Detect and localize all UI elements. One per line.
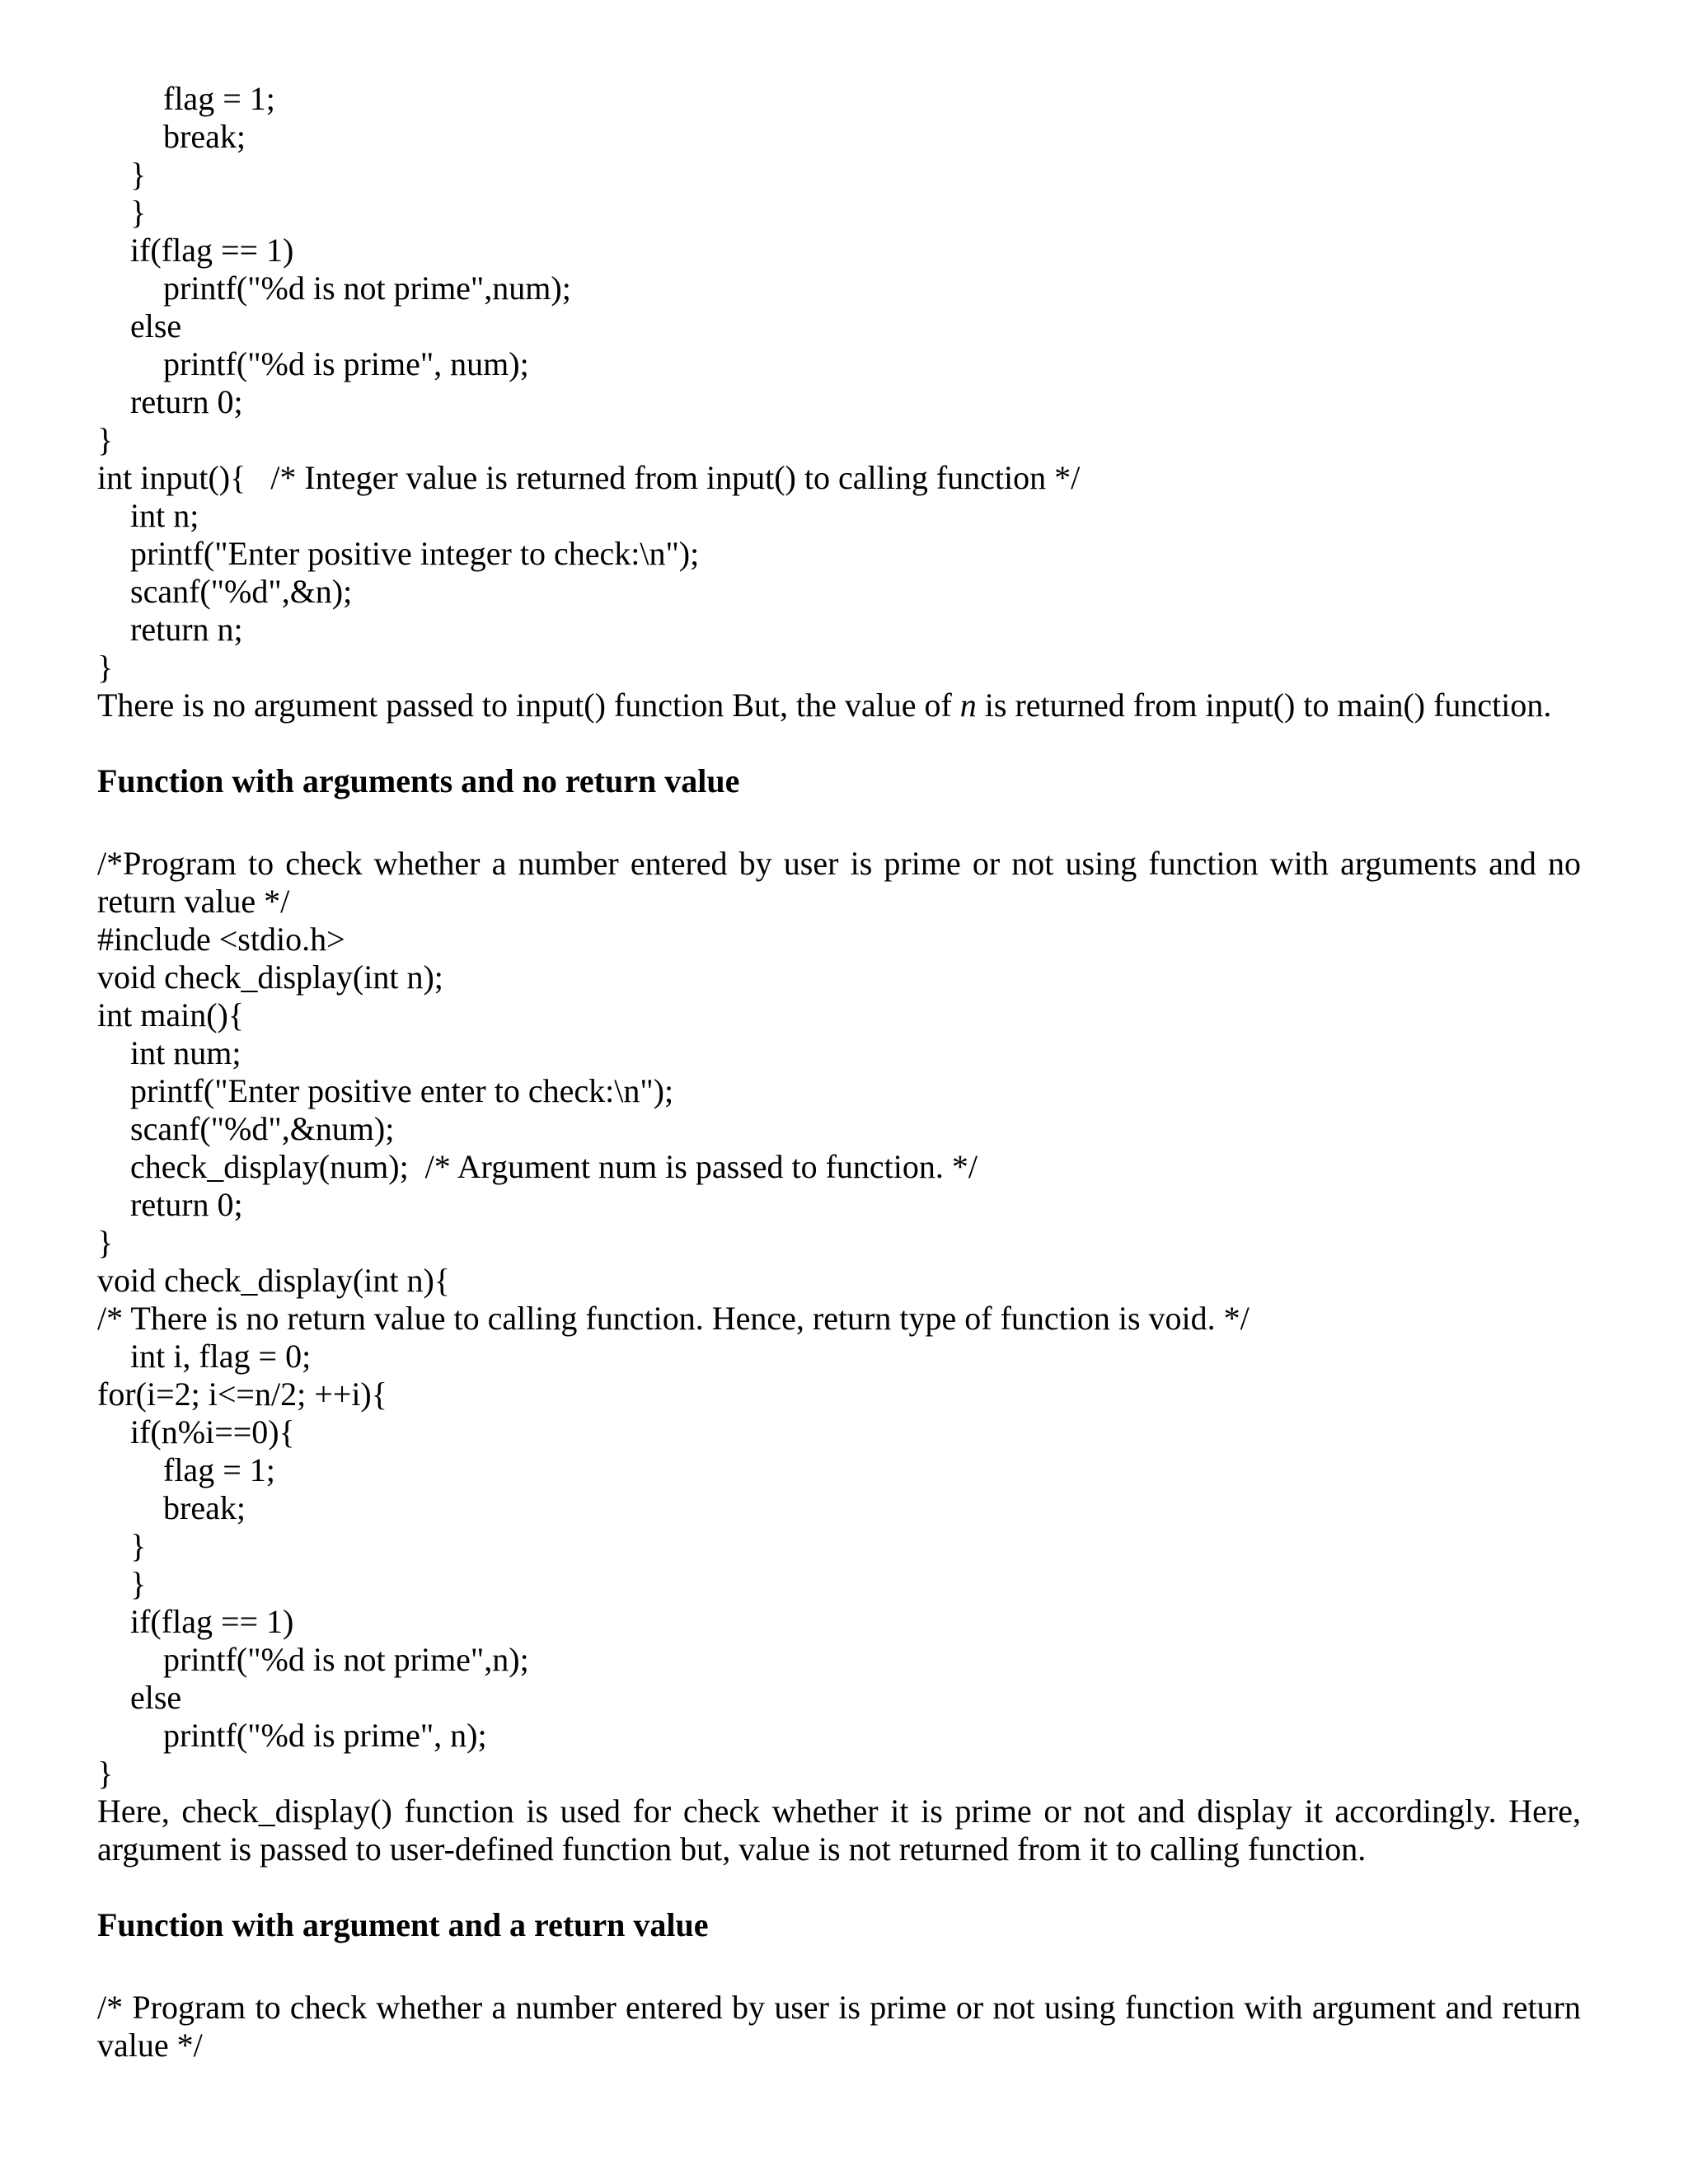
code-line: int main(){ xyxy=(97,996,245,1033)
code-line: int input(){ /* Integer value is returned from input() to calling function */ xyxy=(97,459,1081,496)
code-line: break; xyxy=(163,118,246,155)
code-line: return n; xyxy=(130,611,243,648)
code-line: return 0; xyxy=(130,383,243,420)
section-heading: Function with arguments and no return value xyxy=(97,762,740,799)
code-line: else xyxy=(130,307,182,344)
variable-name: n xyxy=(959,687,977,724)
code-line: printf("%d is not prime",num); xyxy=(163,269,571,307)
code-line: } xyxy=(130,1565,147,1602)
code-line: flag = 1; xyxy=(163,80,275,117)
code-line: /* There is no return value to calling function. Hence, return type of function is void. */ xyxy=(97,1300,1250,1337)
code-line: for(i=2; i<=n/2; ++i){ xyxy=(97,1376,387,1413)
code-line: check_display(num); /* Argument num is passed to function. */ xyxy=(130,1148,978,1185)
code-line: int n; xyxy=(130,497,199,534)
code-line: } xyxy=(97,649,114,686)
code-line: } xyxy=(97,421,114,458)
code-line: printf("%d is not prime",n); xyxy=(163,1641,529,1678)
program-comment: /* Program to check whether a number entered by user is prime or not using function with argument and return value */ xyxy=(97,1989,1581,2064)
code-line: printf("Enter positive enter to check:\n"); xyxy=(130,1072,674,1109)
code-line: int num; xyxy=(130,1034,241,1071)
code-line: #include <stdio.h> xyxy=(97,921,345,958)
code-line: int i, flag = 0; xyxy=(130,1338,312,1375)
code-line: printf("Enter positive integer to check:\n"); xyxy=(130,535,700,572)
code-line: return 0; xyxy=(130,1186,243,1223)
explanation-paragraph: Here, check_display() function is used for check whether it is prime or not and display it accordingly. Here, argument is passed to user-defined function but, value is not returned from it to calling function. xyxy=(97,1793,1581,1868)
code-line: printf("%d is prime", num); xyxy=(163,345,529,382)
code-line: flag = 1; xyxy=(163,1451,275,1488)
explanation-paragraph xyxy=(97,687,1551,724)
section-heading: Function with argument and a return value xyxy=(97,1906,709,1943)
code-line: void check_display(int n){ xyxy=(97,1262,450,1299)
code-line: } xyxy=(97,1224,114,1261)
code-line: else xyxy=(130,1679,182,1716)
code-line: break; xyxy=(163,1489,246,1526)
code-line: } xyxy=(130,1527,147,1564)
code-line: scanf("%d",&num); xyxy=(130,1110,395,1147)
code-line: if(flag == 1) xyxy=(130,1603,294,1640)
program-comment: /*Program to check whether a number entered by user is prime or not using function with arguments and no return value */ xyxy=(97,845,1581,920)
code-line: } xyxy=(130,194,147,231)
code-line: } xyxy=(97,1755,114,1792)
code-line: scanf("%d",&n); xyxy=(130,573,353,610)
code-line: printf("%d is prime", n); xyxy=(163,1717,487,1754)
code-line: } xyxy=(130,156,147,193)
explanation-text: There is no argument passed to input() function But, the value of xyxy=(97,687,960,724)
code-line: if(flag == 1) xyxy=(130,232,294,269)
explanation-text: is returned from input() to main() function. xyxy=(976,687,1552,724)
code-line: if(n%i==0){ xyxy=(130,1413,295,1451)
code-line: void check_display(int n); xyxy=(97,958,443,996)
